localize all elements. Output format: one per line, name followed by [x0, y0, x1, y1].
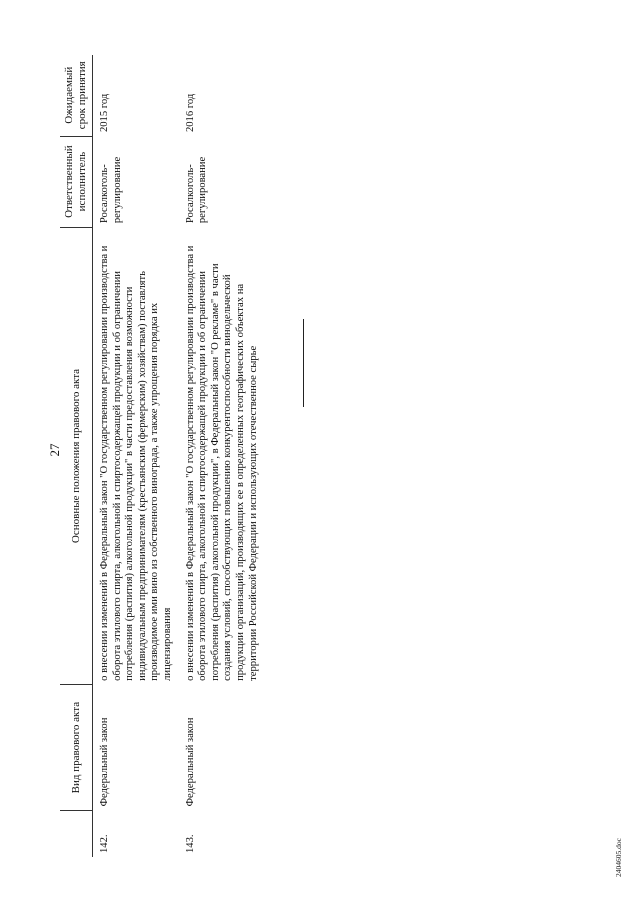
header-term: Ожидаемый срок принятия — [60, 55, 93, 136]
table-header-row — [60, 55, 93, 857]
end-of-table-divider — [303, 319, 304, 407]
header-act-content: Основные положения правового акта — [60, 227, 93, 685]
legal-acts-table — [60, 55, 264, 857]
document-code: 2404605.doc — [614, 838, 623, 877]
row-act-type: Федеральный закон — [184, 717, 196, 807]
header-num — [60, 810, 93, 857]
table-row — [93, 55, 179, 857]
page-number: 27 — [47, 443, 62, 457]
header-responsible: Ответственный исполнитель — [60, 136, 93, 227]
row-responsible: Росалкоголь-регулирование — [184, 156, 209, 224]
row-number: 142. — [99, 834, 110, 853]
header-act-type: Вид правового акта — [60, 685, 93, 811]
row-term: 2016 год — [184, 93, 196, 133]
row-act-content: о внесении изменений в Федеральный закон "О государственном регулировании производства и оборота этилового спирта, алкогольной и спиртосодержащей продукции и об ограничении потребления (распития) алкогольной продукции" в части предоставления возможности индивидуальным предпринимателям (крестьянским (фермерским) хозяйствам) поставлять производимое ими вино из собственного винограда, а также упрощения порядка их лицензирования — [99, 245, 173, 681]
row-number: 143. — [184, 834, 196, 853]
row-term: 2015 год — [99, 93, 110, 133]
row-act-content: о внесении изменений в Федеральный закон "О государственном регулировании производства и оборота этилового спирта, алкогольной и спиртосодержащей продукции и об ограничении потребления (распития) алкогольной продукции", в Федеральный закон "О рекламе" в части создания условий, способствующих повышению конкурентоспособности винодельческой продукции организаций, производящих ее в определенных географических объектах на территории Российской Федерации и использующих отечественное сырье — [184, 245, 259, 681]
row-act-type: Федеральный закон — [99, 717, 110, 807]
row-responsible: Росалкоголь-регулирование — [99, 156, 123, 224]
table-row — [179, 55, 265, 857]
